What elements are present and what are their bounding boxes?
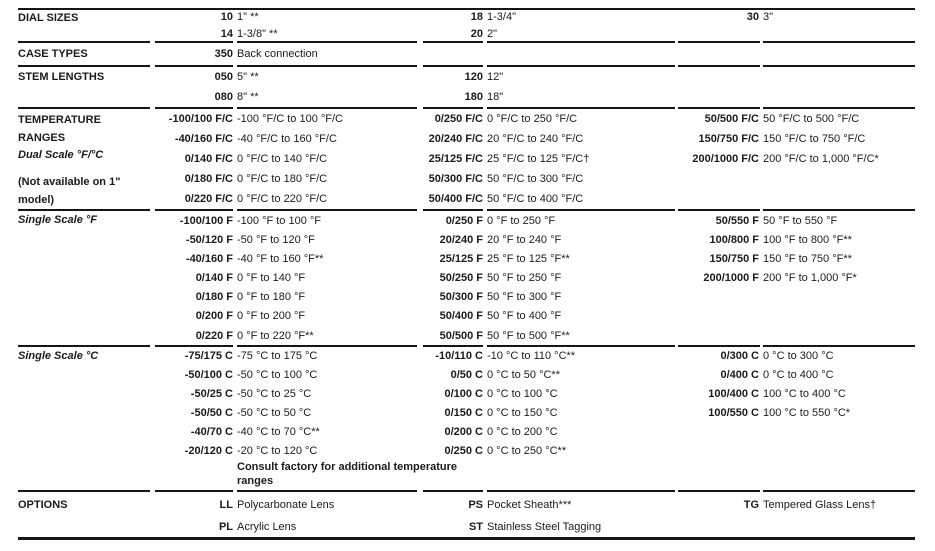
desc-cell: -50 °C to 25 °C [237, 388, 312, 400]
desc-cell: Acrylic Lens [237, 521, 297, 533]
code-cell: -100/100 F [179, 215, 233, 227]
code-cell: 50/550 F [715, 215, 759, 227]
code-cell [678, 442, 763, 461]
desc-cell: -50 °C to 50 °C [237, 407, 312, 419]
code-cell: 120 [464, 71, 483, 83]
desc-cell: 20 °F to 240 °F [487, 234, 562, 247]
code-cell: 0/250 F/C [434, 113, 483, 125]
code-cell [423, 48, 487, 62]
code-cell: 0/140 F/C [184, 153, 233, 165]
desc-cell: 25 °F/C to 125 °F/C† [487, 153, 590, 165]
desc-cell: 100 °C to 400 °C [763, 388, 846, 400]
desc-cell: 1" ** [237, 11, 259, 23]
desc-cell: -40 °C to 70 °C** [237, 426, 320, 438]
code-cell [678, 70, 763, 90]
code-cell: 200/1000 F/C [692, 153, 759, 165]
section-label-case-types: CASE TYPES [18, 48, 88, 60]
desc-cell [763, 70, 915, 90]
code-cell: PL [218, 521, 233, 533]
not-available-note: (Not available on 1" model) [18, 176, 121, 206]
table-rule-bottom [18, 537, 917, 540]
section-temperature-ranges-dual [18, 109, 917, 209]
desc-cell [763, 189, 915, 209]
desc-cell: -40 °F/C to 160 °F/C [237, 133, 337, 145]
desc-cell: 0 °F/C to 250 °F/C [487, 113, 578, 125]
desc-cell: 100 °C to 550 °C* [763, 407, 851, 419]
desc-cell: 50 °F/C to 300 °F/C [487, 173, 584, 185]
desc-cell: Tempered Glass Lens† [763, 499, 877, 511]
desc-cell: -100 °F/C to 100 °F/C [237, 113, 344, 125]
desc-cell: 50 °F/C to 500 °F/C [763, 113, 860, 125]
desc-cell: 3" [763, 11, 774, 23]
dial-sizes-rows [155, 10, 917, 45]
desc-cell: -75 °C to 175 °C [237, 350, 318, 362]
code-cell [678, 307, 763, 326]
code-cell: 100/400 C [708, 388, 759, 400]
code-cell: -40/160 F [185, 253, 233, 266]
code-cell: -10/110 C [435, 350, 483, 362]
desc-cell: 0 °F to 180 °F [237, 291, 306, 304]
desc-cell: 2" [487, 28, 498, 40]
desc-cell: 0 °F/C to 140 °F/C [237, 153, 328, 165]
code-cell: 050 [214, 71, 233, 83]
code-cell: 25/125 F [439, 253, 483, 266]
code-cell [678, 169, 763, 189]
code-cell: TG [743, 499, 759, 511]
desc-cell [763, 307, 915, 326]
desc-cell: 0 °F/C to 180 °F/C [237, 173, 328, 185]
desc-cell: 20 °F/C to 240 °F/C [487, 133, 584, 145]
code-cell: 50/400 F/C [428, 193, 483, 205]
desc-cell: -50 °C to 100 °C [237, 369, 318, 381]
desc-cell: 1-3/8" ** [237, 28, 278, 40]
code-cell: 20/240 F [439, 234, 483, 247]
code-cell [678, 423, 763, 442]
desc-cell [763, 423, 915, 442]
code-cell: 18 [470, 11, 483, 23]
code-cell [678, 48, 763, 62]
desc-cell: 18" [487, 91, 504, 103]
code-cell: 0/180 F/C [184, 173, 233, 185]
section-dial-sizes [18, 10, 917, 41]
code-cell: 20 [470, 28, 483, 40]
code-cell: 50/300 F [439, 291, 483, 304]
desc-cell: 50 °F to 500 °F** [487, 329, 570, 342]
code-cell: 080 [214, 91, 233, 103]
code-cell: 10 [220, 11, 233, 23]
desc-cell [763, 327, 915, 346]
desc-cell: Polycarbonate Lens [237, 499, 335, 511]
desc-cell: 150 °F to 750 °F** [763, 253, 852, 266]
code-cell: 0/100 C [444, 388, 483, 400]
code-cell: 0/250 C [444, 445, 483, 457]
desc-cell: 0 °C to 400 °C [763, 369, 834, 381]
code-cell: -40/160 F/C [174, 133, 233, 145]
desc-cell [763, 442, 915, 461]
code-cell: 0/200 F [195, 310, 233, 323]
code-cell: 25/125 F/C [428, 153, 483, 165]
dual-scale-rows [155, 109, 917, 209]
code-cell: 100/550 C [708, 407, 759, 419]
desc-cell [763, 288, 915, 307]
section-options [18, 492, 917, 537]
section-label-single-scale-f: Single Scale °F [18, 214, 97, 226]
code-cell: 0/250 F [445, 215, 483, 227]
desc-cell: 50 °F/C to 400 °F/C [487, 193, 584, 205]
code-cell: LL [219, 499, 233, 511]
code-cell: -50/25 C [190, 388, 233, 400]
desc-cell: 0 °C to 150 °C [487, 407, 558, 419]
desc-cell [487, 48, 678, 62]
desc-cell: 0 °C to 50 °C** [487, 369, 560, 381]
desc-cell: 12" [487, 71, 504, 83]
section-single-scale-f [18, 211, 917, 345]
section-label-stem-lengths: STEM LENGTHS [18, 71, 105, 83]
code-cell: 0/400 C [720, 369, 759, 381]
desc-cell: 50 °F to 300 °F [487, 291, 562, 304]
code-cell: 150/750 F/C [698, 133, 759, 145]
code-cell: -100/100 F/C [168, 113, 233, 125]
code-cell [678, 288, 763, 307]
code-cell: 50/250 F [439, 272, 483, 285]
desc-cell: 0 °F to 200 °F [237, 310, 306, 323]
section-label-temperature-ranges: TEMPERATURE RANGES [18, 114, 101, 144]
section-label-dial-sizes: DIAL SIZES [18, 12, 79, 24]
code-cell: 0/150 C [444, 407, 483, 419]
section-single-scale-c [18, 347, 917, 490]
desc-cell: 0 °F to 250 °F [487, 215, 556, 227]
desc-cell: 100 °F to 800 °F** [763, 234, 852, 247]
desc-cell [763, 48, 915, 62]
code-cell: 0/200 C [444, 426, 483, 438]
desc-cell: 0 °C to 250 °C** [487, 445, 567, 457]
code-cell: 150/750 F [709, 253, 759, 266]
code-cell: 50/400 F [439, 310, 483, 323]
desc-cell: Stainless Steel Tagging [487, 521, 602, 533]
spec-table [18, 8, 917, 540]
desc-cell: 0 °C to 100 °C [487, 388, 558, 400]
code-cell: -40/70 C [190, 426, 233, 438]
desc-cell: 200 °F/C to 1,000 °F/C* [763, 153, 879, 165]
code-cell: -20/120 C [184, 445, 233, 457]
code-cell: 200/1000 F [703, 272, 759, 285]
desc-cell: 0 °F to 140 °F [237, 272, 306, 285]
section-stem-lengths [18, 67, 917, 107]
code-cell: PS [468, 499, 483, 511]
section-label-dual-scale: Dual Scale °F/°C [18, 149, 104, 161]
code-cell: 0/50 C [450, 369, 483, 381]
rule-segment [18, 537, 915, 540]
code-cell: 0/180 F [195, 291, 233, 304]
desc-cell: 0 °F to 220 °F** [237, 329, 314, 342]
section-label-single-scale-c: Single Scale °C [18, 350, 99, 362]
code-cell: 0/300 C [720, 350, 759, 362]
desc-cell: -50 °F to 120 °F [237, 234, 315, 247]
desc-cell: -20 °C to 120 °C [237, 445, 318, 457]
desc-cell: -40 °F to 160 °F** [237, 253, 324, 266]
code-cell: -75/175 C [184, 350, 233, 362]
code-cell: 0/140 F [195, 272, 233, 285]
desc-cell: 0 °C to 200 °C [487, 426, 558, 438]
single-scale-f-rows [155, 211, 917, 346]
code-cell [678, 189, 763, 209]
desc-cell: -100 °F to 100 °F [237, 215, 322, 227]
desc-cell: 50 °F to 400 °F [487, 310, 562, 323]
case-types-rows [155, 43, 917, 62]
code-cell: 50/300 F/C [428, 173, 483, 185]
desc-cell: 150 °F/C to 750 °F/C [763, 133, 866, 145]
desc-cell: Pocket Sheath*** [487, 499, 572, 511]
desc-cell: 50 °F to 550 °F [763, 215, 838, 227]
desc-cell: 50 °F to 250 °F [487, 272, 562, 285]
code-cell: 14 [220, 28, 233, 40]
desc-cell: 25 °F to 125 °F** [487, 253, 570, 266]
desc-cell: 5" ** [237, 71, 259, 83]
desc-cell [763, 169, 915, 189]
desc-cell: 0 °C to 300 °C [763, 350, 834, 362]
desc-cell: -10 °C to 110 °C** [487, 350, 576, 362]
code-cell: 0/220 F [195, 329, 233, 342]
single-scale-c-rows [155, 347, 917, 461]
code-cell: 100/800 F [709, 234, 759, 247]
desc-cell: 0 °F/C to 220 °F/C [237, 193, 328, 205]
code-cell: ST [468, 521, 483, 533]
code-cell: 50/500 F [439, 329, 483, 342]
code-cell: 0/220 F/C [184, 193, 233, 205]
code-cell: 20/240 F/C [428, 133, 483, 145]
code-cell: -50/50 C [190, 407, 233, 419]
options-rows [155, 492, 917, 542]
section-label-options: OPTIONS [18, 499, 68, 511]
code-cell: -50/120 F [185, 234, 233, 247]
desc-cell: Back connection [237, 48, 318, 60]
code-cell: 350 [214, 48, 233, 60]
desc-cell: 200 °F to 1,000 °F* [763, 272, 857, 285]
desc-cell: 8" ** [237, 91, 259, 103]
section-case-types [18, 43, 917, 65]
code-cell: 30 [746, 11, 759, 23]
code-cell: 180 [464, 91, 483, 103]
code-cell [678, 327, 763, 346]
consult-factory-note: Consult factory for additional temperature ranges [237, 461, 458, 487]
desc-cell: 1-3/4" [487, 11, 516, 23]
stem-lengths-rows [155, 67, 917, 110]
code-cell: 50/500 F/C [704, 113, 759, 125]
code-cell: -50/100 C [184, 369, 233, 381]
